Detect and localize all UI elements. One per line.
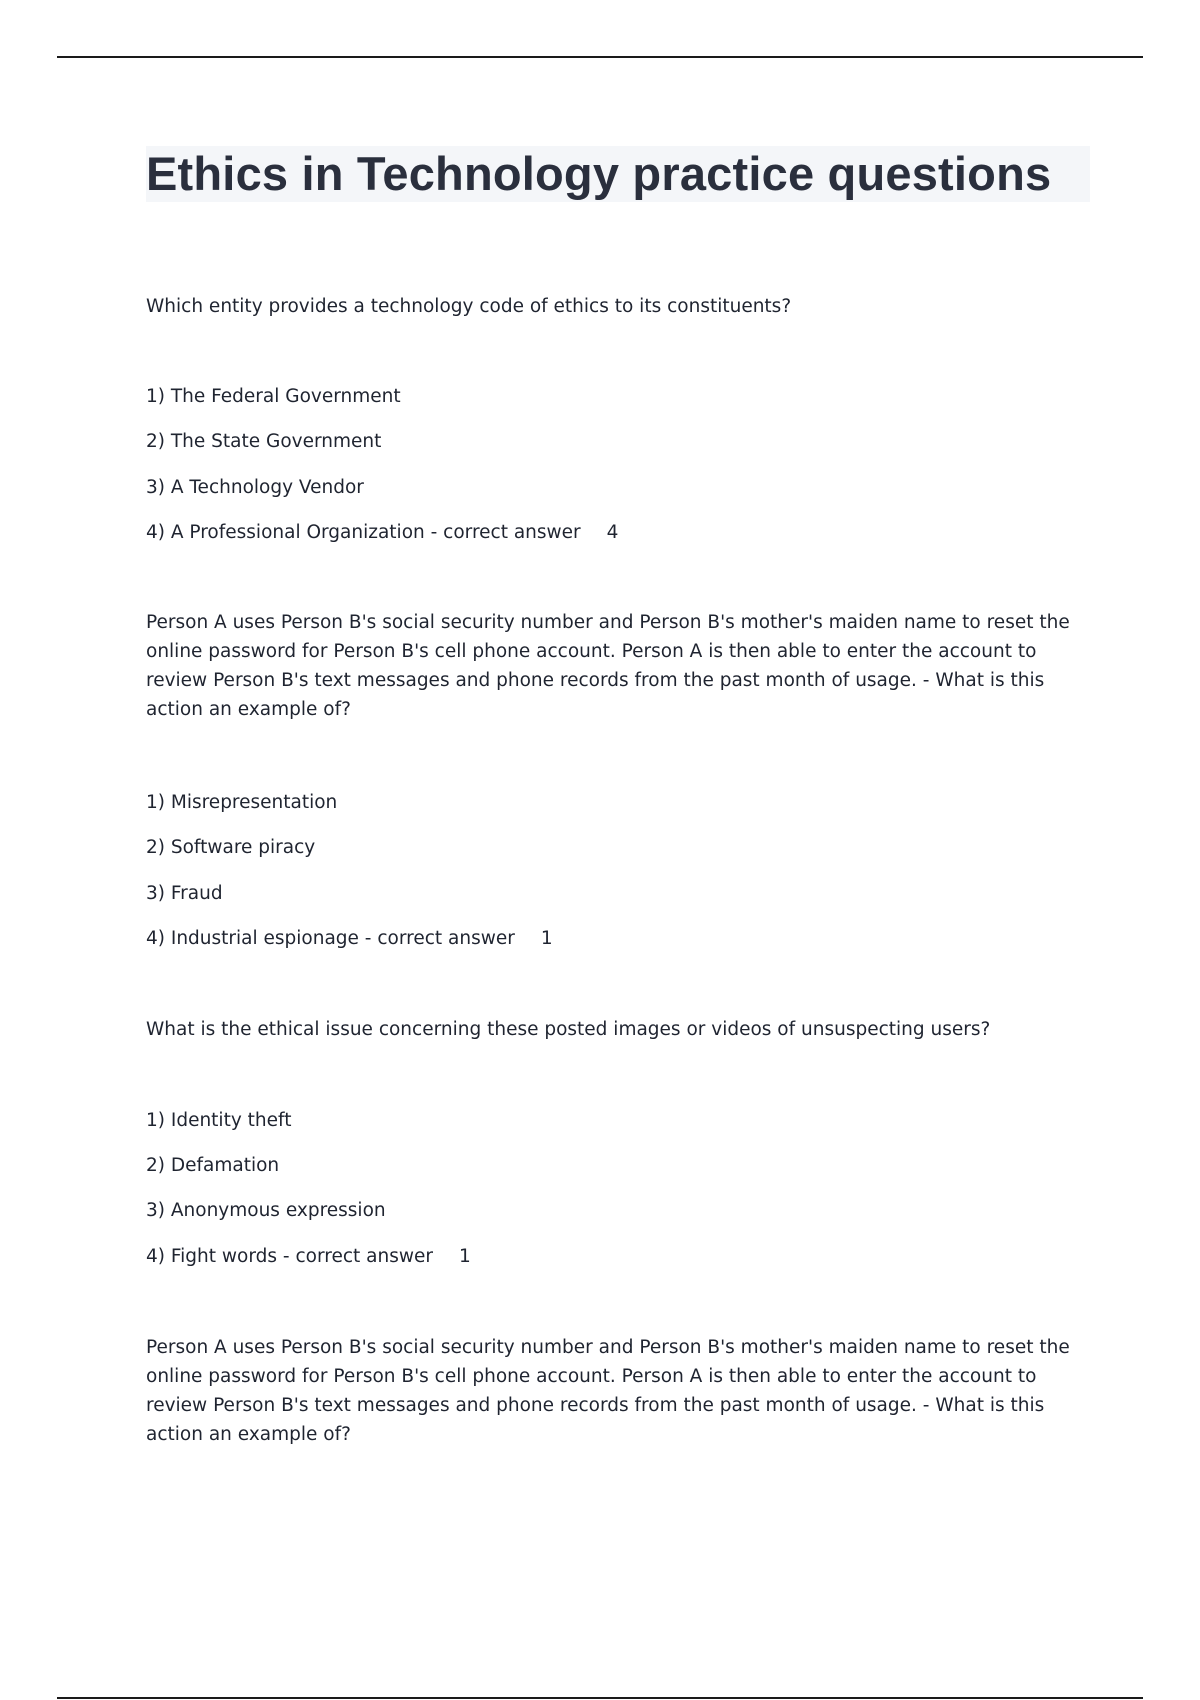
question-1-option-1: 1) The Federal Government — [146, 386, 401, 407]
question-3-prompt: What is the ethical issue concerning these posted images or videos of unsuspecting users? — [146, 1019, 991, 1040]
bottom-rule — [57, 1697, 1143, 1699]
question-2-option-2: 2) Software piracy — [146, 837, 316, 858]
question-3-option-4-text: 4) Fight words — [146, 1246, 278, 1267]
page-title: Ethics in Technology practice questions — [146, 147, 1052, 200]
question-2-option-4 — [146, 926, 553, 952]
question-3-option-3: 3) Anonymous expression — [146, 1200, 386, 1221]
question-3-option-1: 1) Identity theft — [146, 1110, 292, 1131]
question-3-answer-value: 1 — [458, 1246, 471, 1267]
question-1-answer-label: - correct answer — [424, 522, 581, 543]
question-2-prompt: Person A uses Person B's social security number and Person B's mother's maiden name to reset the online password for Person B's cell phone account. Person A is then able to enter the account to review Person B's text messages and phone records from the past month of usage. - What is this action an example of? — [146, 612, 1070, 720]
question-2-answer-label: - correct answer — [358, 928, 515, 949]
question-3-option-2: 2) Defamation — [146, 1155, 280, 1176]
question-2-answer-value: 1 — [540, 928, 553, 949]
question-1-prompt: Which entity provides a technology code of ethics to its constituents? — [146, 296, 792, 317]
question-4-prompt: Person A uses Person B's social security number and Person B's mother's maiden name to reset the online password for Person B's cell phone account. Person A is then able to enter the account to review Person B's text messages and phone records from the past month of usage. - What is this action an example of? — [146, 1337, 1070, 1445]
question-2-option-3: 3) Fraud — [146, 883, 223, 904]
question-3-option-4 — [146, 1244, 471, 1270]
question-1-option-4-text: 4) A Professional Organization — [146, 522, 425, 543]
question-3-answer-label: - correct answer — [277, 1246, 433, 1267]
question-1-option-2: 2) The State Government — [146, 431, 382, 452]
question-1-option-4 — [146, 520, 618, 546]
question-2-option-1: 1) Misrepresentation — [146, 792, 338, 813]
question-2-option-4-text: 4) Industrial espionage — [146, 928, 359, 949]
top-rule — [57, 56, 1143, 58]
question-1-answer-value: 4 — [606, 522, 619, 543]
question-1-option-3: 3) A Technology Vendor — [146, 477, 364, 498]
